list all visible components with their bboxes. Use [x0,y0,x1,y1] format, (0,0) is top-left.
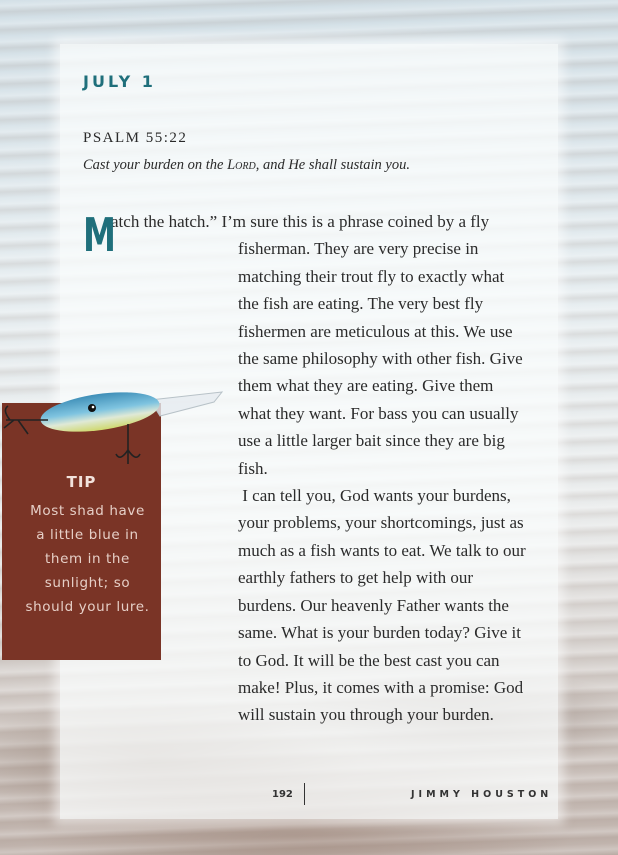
crankbait-lure-icon [0,380,230,480]
verse-text-start: Cast your burden on the [83,157,228,173]
author-name: JIMMY HOUSTON [411,789,553,800]
footer-divider [304,783,305,805]
tip-title: TIP [66,473,97,491]
page-number: 192 [272,789,293,800]
verse-text-end: , and He shall sustain you. [255,157,410,173]
body-paragraph-2-text: I can tell you, God wants your burdens, your problems, your shortcomings, just as much as a fish wants to eat. We talk to our earthly fathers to get help with our burdens. Our heavenly Father wants the same. What is your burden today? Give it to God. It will be the best cast you can make! Plus, it comes with a promise: God will sustain you through your burden. [238,486,526,725]
scripture-reference: PSALM 55:22 [83,130,188,146]
drop-cap: M [83,208,116,262]
body-paragraph-1: atch the hatch.” I’m sure this is a phrase coined by a fly fisherman. They are very precise in matching their trout fly to exactly what the fish are eating. The very best fly fishermen are meticulous at this. We use the same philosophy with other fish. Give them what they are eating. Give them what they want. For bass you can usually use a little larger bait since they are big fish. [111,212,523,478]
verse-lord: Lord [227,157,256,173]
devotional-date: JULY 1 [83,72,156,91]
scripture-verse [83,157,410,174]
tip-text: Most shad have a little blue in them in the sunlight; so should your lure. [25,503,150,615]
